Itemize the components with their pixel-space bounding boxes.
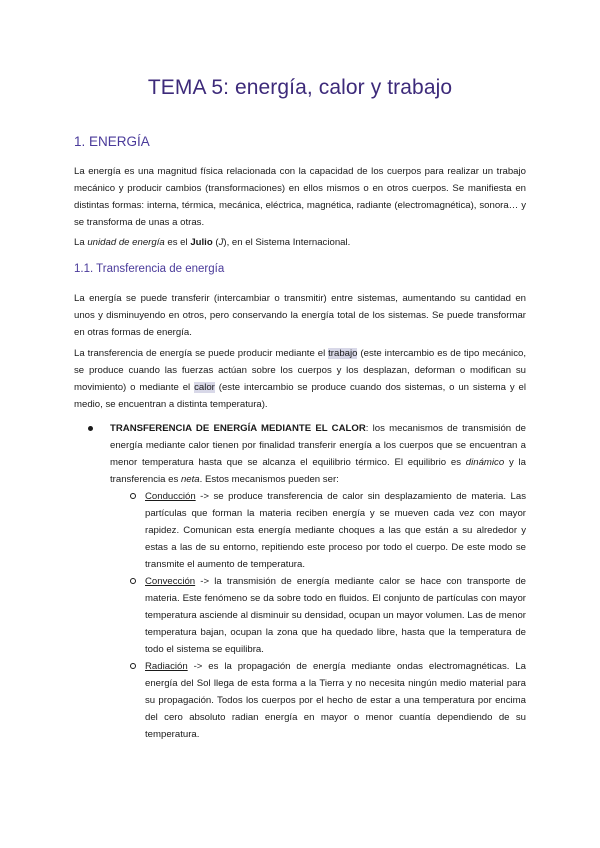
sub-list-mecanismos: [110, 488, 526, 743]
bullet-circle-icon: [130, 663, 136, 669]
unidad-energia-term: unidad de energía: [87, 237, 165, 248]
dinamico-term: dinámico: [465, 457, 505, 468]
list-item-conduccion: Conducción -> se produce transferencia de calor sin desplazamiento de materia. Las partículas que forman la materia reciben energía y se mueven cada vez con mayor rapidez. Comunican esta energía mediante choques a las que están a su alrededor y estas a las de su entorno, repitiendo este proceso por todo el cuerpo. De este modo se transmite el aumento de temperatura.: [110, 488, 526, 573]
list-item-conveccion: Convección -> la transmisión de energía mediante calor se hace con transporte de materia. Este fenómeno se da sobre todo en fluidos. El conjunto de partículas con mayor temperatura asciende al disminuir su densidad, ocupan un mayor volumen. Las de menor temperatura bajan, ocupan la zona que ha quedado libre, hasta que la temperatura de todo el sistema se equilibra.: [110, 573, 526, 658]
term-conveccion: Convección: [145, 576, 196, 587]
julio-symbol: J: [218, 237, 224, 248]
page-title: TEMA 5: energía, calor y trabajo: [147, 76, 453, 99]
bullet-heading: TRANSFERENCIA DE ENERGÍA MEDIANTE EL CALOR: [110, 423, 366, 434]
term-conduccion: Conducción: [145, 491, 196, 502]
term-radiacion: Radiación: [145, 661, 188, 672]
list-item-transferencia-calor: TRANSFERENCIA DE ENERGÍA MEDIANTE EL CALOR: los mecanismos de transmisión de energía mediante calor tienen por finalidad transferir energía a los cuerpos que se encuentran a menor temperatura hasta que se alcanza el equilibrio térmico. El equilibrio es dinámico y la transferencia es neta. Estos mecanismos pueden ser: Conducción -> se produce transferencia de calor sin desplazamiento de materia. Las partículas que forman la materia reciben energía y se mueven cada vez con mayor rapidez. Comunican esta energía mediante choques a las que están a su alrededor y estas a las de su entorno, repitiendo este proceso por todo el cuerpo. De este modo se transmite el aumento de temperatura. Convección -> la transmisión de energía mediante calor se hace con transporte de materia. Este fenómeno se da sobre todo en fluidos. El conjunto de partículas con mayor temperatura asciende al disminuir su densidad, ocupan un mayor volumen. Las de menor temperatura bajan, ocupan la zona que ha quedado libre, hasta que la temperatura de todo el sistema se equilibra. Radiación -> es la propagación de energía mediante ondas electromagnéticas. La energía del Sol llega de esta forma a la Tierra y no necesita ningún medio material para su propagación. Todos los cuerpos por el hecho de estar a una temperatura por encima del cero absoluto radian energía en mayor o menor cuantía dependiendo de su temperatura.: [74, 420, 526, 743]
bullet-circle-icon: [130, 578, 136, 584]
neta-term: neta: [180, 474, 200, 485]
highlight-calor: calor: [194, 382, 215, 393]
bullet-circle-icon: [130, 493, 136, 499]
julio-term: Julio: [190, 237, 213, 248]
subsection-heading-transferencia: 1.1. Transferencia de energía: [74, 263, 225, 275]
bullet-dot-icon: [88, 426, 93, 431]
paragraph-trabajo-calor: La transferencia de energía se puede producir mediante el trabajo (este intercambio es de tipo mecánico, se produce cuando las fuerzas actúan sobre los cuerpos y los desplazan, deforman o modifican su movimiento) o mediante el calor (este intercambio se produce cuando dos sistemas, o un sistema y el medio, se encuentran a distinta temperatura).: [74, 348, 526, 410]
bullet-list: [74, 420, 526, 743]
highlight-trabajo: trabajo: [328, 348, 358, 359]
paragraph-transferencia-intro: La energía se puede transferir (intercambiar o transmitir) entre sistemas, aumentando su cantidad en unos y disminuyendo en otros, pero conservando la energía total de los sistemas. Se puede transformar en otras formas de energía.: [74, 293, 526, 338]
list-item-radiacion: Radiación -> es la propagación de energía mediante ondas electromagnéticas. La energía del Sol llega de esta forma a la Tierra y no necesita ningún medio material para su propagación. Todos los cuerpos por el hecho de estar a una temperatura por encima del cero absoluto radian energía en mayor o menor cuantía dependiendo de su temperatura.: [110, 658, 526, 743]
paragraph-unidad-energia: La unidad de energía es el Julio (J), en el Sistema Internacional.: [74, 237, 351, 248]
section-heading-energia: 1. ENERGÍA: [74, 134, 150, 149]
paragraph-definicion-energia: La energía es una magnitud física relacionada con la capacidad de los cuerpos para realizar un trabajo mecánico y producir cambios (transformaciones) en ellos mismos o en otros cuerpos. Se manifiesta en distintas formas: interna, térmica, mecánica, eléctrica, magnética, radiante (electromagnética), sonora… y se transforma de unas a otras.: [74, 166, 526, 228]
